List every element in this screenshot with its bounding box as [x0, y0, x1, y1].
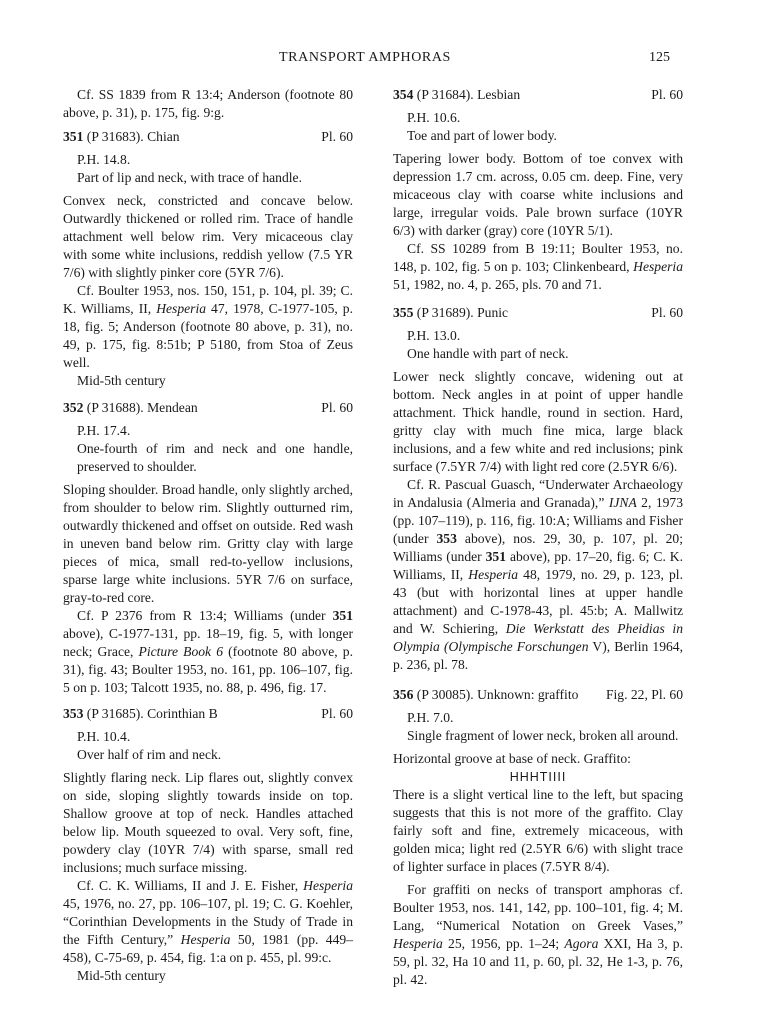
inventory-label: (P 30085). Unknown: graffito [416, 687, 579, 702]
date: Mid-5th century [77, 968, 166, 983]
preserved-height: P.H. 14.8. [77, 152, 131, 167]
catalogue-entry-heading [393, 304, 683, 322]
preserved-parts: One handle with part of neck. [407, 346, 569, 361]
comparanda: Cf. P 2376 from R 13:4; Williams (under 351 above), C-1977-131, pp. 18–19, fig. 5, with longer neck; Grace, Picture Book 6 (footnote 80 above, p. 31), fig. 43; Boulter 1953, no. 161, pp. 106–107, fig. 5 on p. 103; Talcott 1935, no. 88, p. 496, fig. 17. [63, 608, 353, 695]
plate-reference: Pl. 60 [651, 87, 683, 102]
entry-description: Lower neck slightly concave, widening out at bottom. Neck angles in at point of upper handle attachment. Thick handle, round in section. Hard, gritty clay with much fine mica, large black inclusions, and a few white and red inclusions; pink surface (7.5YR 7/4) with light red core (2.5YR 6/6). [393, 369, 683, 474]
inventory-label: (P 31684). Lesbian [416, 87, 521, 102]
catalogue-number: 353 [63, 706, 84, 721]
intro-reference: Cf. SS 1839 from R 13:4; Anderson (footnote 80 above, p. 31), p. 175, fig. 9:g. [63, 87, 353, 120]
inventory-label: (P 31685). Corinthian B [86, 706, 218, 721]
catalogue-entry-heading [393, 86, 683, 104]
comparanda: Cf. Boulter 1953, nos. 150, 151, p. 104, pl. 39; C. K. Williams, II, Hesperia 47, 1978, C-1977-105, p. 18, fig. 5; Anderson (footnote 80 above, p. 31), no. 49, p. 175, fig. 8:51b; P 5180, from Stoa of Zeus well. [63, 283, 353, 370]
catalogue-entry-heading [63, 128, 353, 146]
catalogue-number: 351 [63, 129, 84, 144]
preserved-height: P.H. 7.0. [407, 710, 454, 725]
comparanda: For graffiti on necks of transport amphoras cf. Boulter 1953, nos. 141, 142, pp. 100–101, fig. 4; M. Lang, “Numerical Notation on Greek Vases,” Hesperia 25, 1956, pp. 1–24; Agora XXI, Ha 3, p. 59, pl. 32, Ha 10 and 11, p. 60, pl. 32, He 1-3, p. 76, pl. 42. [393, 882, 683, 987]
inventory-label: (P 31683). Chian [86, 129, 180, 144]
catalogue-entry-heading [393, 686, 683, 704]
plate-reference: Pl. 60 [321, 129, 353, 144]
preserved-parts: One-fourth of rim and neck and one handle, preserved to shoulder. [77, 441, 353, 474]
preserved-height: P.H. 10.6. [407, 110, 461, 125]
plate-reference: Fig. 22, Pl. 60 [605, 687, 683, 702]
comparanda: Cf. R. Pascual Guasch, “Underwater Archaeology in Andalusia (Almeria and Granada),” IJNA 2, 1973 (pp. 107–119), p. 116, fig. 10:A; Williams and Fisher (under 353 above), nos. 29, 30, p. 107, pl. 20; Williams (under 351 above), pp. 17–20, fig. 6; C. K. Williams, II, Hesperia 48, 1979, no. 29, p. 123, pl. 43 (but with horizontal lines at upper handle attachment) and C-1978-43, pl. 45:b; A. Mallwitz and W. Schiering, Die Werkstatt des Pheidias in Olympia (Olympische Forschungen V), Berlin 1964, p. 236, pl. 78. [393, 477, 684, 672]
catalogue-entry-heading [63, 399, 353, 417]
catalogue-number: 356 [393, 687, 414, 702]
comparanda: Cf. SS 10289 from B 19:11; Boulter 1953, no. 148, p. 102, fig. 5 on p. 103; Clinkenbeard, Hesperia 51, 1982, no. 4, p. 265, pls. 70 and 71. [393, 241, 683, 292]
inventory-label: (P 31689). Punic [416, 305, 509, 320]
entry-description: Convex neck, constricted and concave below. Outwardly thickened or rolled rim. Trace of handle attachment well below rim. Very micaceous clay with some white inclusions, reddish yellow (7.5 YR 7/6) with slightly pinker core (5YR 7/6). [63, 193, 353, 280]
graffito-note: There is a slight vertical line to the left, but spacing suggests that this is not more of the graffito. Clay fairly soft and fine, extremely micaceous, with golden mica; light red (2.5YR 6/6) with slight trace of lighter surface in places (7.5YR 8/4). [393, 787, 683, 874]
entry-description: Slightly flaring neck. Lip flares out, slightly convex on side, sloping slightly towards inside on top. Shallow groove at top of neck. Handles attached below lip. Mouth squeezed to oval. Very soft, fine, powdery clay (10YR 7/4) with sparse, small red inclusions; much surface missing. [63, 770, 353, 875]
catalogue-number: 352 [63, 400, 84, 415]
catalogue-entry-heading [63, 705, 353, 723]
date: Mid-5th century [77, 373, 166, 388]
inventory-label: (P 31688). Mendean [86, 400, 198, 415]
plate-reference: Pl. 60 [321, 706, 353, 721]
preserved-height: P.H. 10.4. [77, 729, 131, 744]
entry-description: Horizontal groove at base of neck. Graffito: [393, 751, 631, 766]
catalogue-number: 354 [393, 87, 414, 102]
running-title: TRANSPORT AMPHORAS [279, 50, 451, 65]
page-number: 125 [649, 50, 670, 65]
right-column [393, 86, 683, 989]
left-column [63, 86, 353, 985]
preserved-parts: Single fragment of lower neck, broken all around. [407, 728, 679, 743]
preserved-parts: Over half of rim and neck. [77, 747, 222, 762]
plate-reference: Pl. 60 [321, 400, 353, 415]
plate-reference: Pl. 60 [651, 305, 683, 320]
catalogue-number: 355 [393, 305, 414, 320]
preserved-parts: Toe and part of lower body. [407, 128, 557, 143]
entry-description: Sloping shoulder. Broad handle, only slightly arched, from shoulder to below rim. Slightly outturned rim, outwardly thickened and offset on outside. Red wash in uneven band below rim. Gritty clay with large pieces of mica, small red-to-yellow inclusions, sparse large white inclusions. 5YR 7/6 on surface, gray-to-red core. [63, 482, 353, 605]
preserved-height: P.H. 13.0. [407, 328, 461, 343]
preserved-parts: Part of lip and neck, with trace of handle. [77, 170, 302, 185]
entry-description: Tapering lower body. Bottom of toe convex with depression 1.7 cm. across, 0.05 cm. deep. Fine, very micaceous clay with coarse white inclusions and large, irregular voids. Pale brown surface (10YR 6/3) with darker (gray) core (10YR 5/1). [393, 151, 683, 238]
preserved-height: P.H. 17.4. [77, 423, 131, 438]
graffito-text: HHHTIIII [509, 770, 567, 784]
comparanda: Cf. C. K. Williams, II and J. E. Fisher, Hesperia 45, 1976, no. 27, pp. 106–107, pl. 19; C. G. Koehler, “Corinthian Developments in the Study of Trade in the Fifth Century,” Hesperia 50, 1981 (pp. 449–458), C-75-69, p. 454, fig. 1:a on p. 455, pl. 99:c. [63, 878, 353, 965]
running-header [60, 49, 670, 71]
